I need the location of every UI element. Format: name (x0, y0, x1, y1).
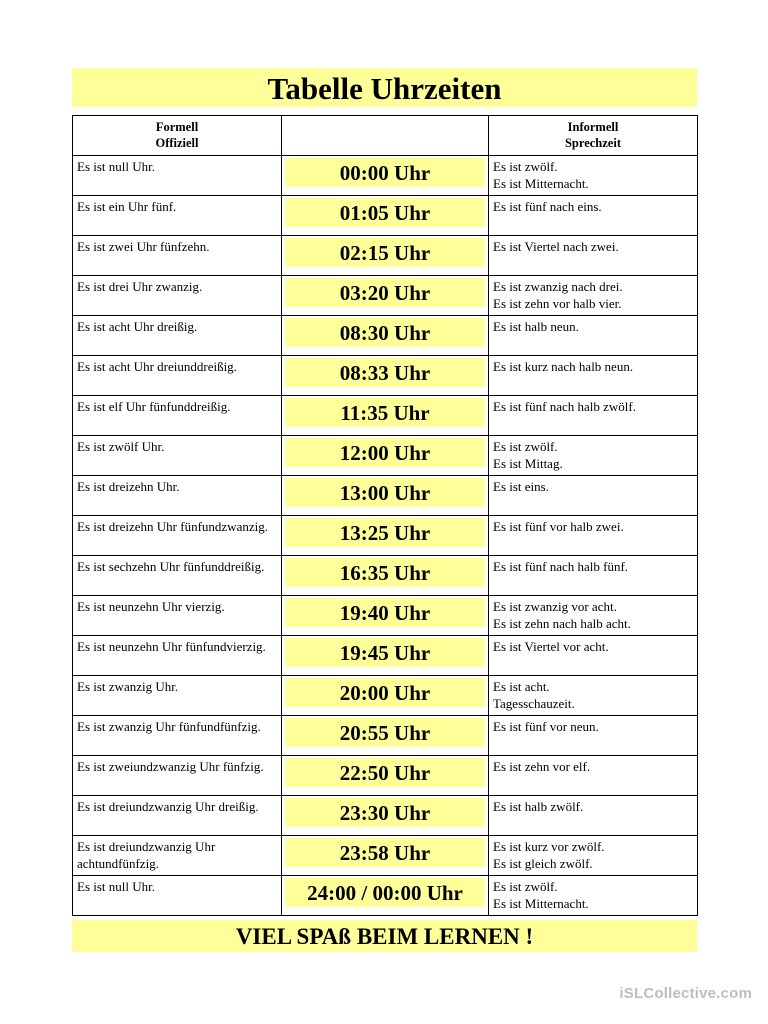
formal-cell (73, 236, 282, 276)
table-row (73, 156, 698, 196)
formal-text: Es ist drei Uhr zwanzig. (77, 279, 203, 294)
table-row (73, 676, 698, 716)
time-cell (282, 436, 489, 476)
informal-line: Es ist zehn vor halb vier. (493, 296, 622, 311)
time-value: 08:30 Uhr (285, 318, 485, 347)
formal-cell (73, 156, 282, 196)
informal-text (489, 596, 697, 632)
informal-text (489, 836, 697, 872)
informal-cell (489, 596, 698, 636)
informal-cell (489, 196, 698, 236)
time-cell (282, 756, 489, 796)
informal-line: Es ist zwanzig nach drei. (493, 279, 623, 294)
time-value: 13:25 Uhr (285, 518, 485, 547)
time-table (72, 115, 698, 916)
time-cell (282, 636, 489, 676)
informal-cell (489, 516, 698, 556)
time-cell (282, 196, 489, 236)
time-value: 02:15 Uhr (285, 238, 485, 267)
informal-text (489, 556, 697, 575)
informal-line: Es ist zwölf. (493, 879, 558, 894)
formal-text: Es ist dreizehn Uhr. (77, 479, 180, 494)
formal-cell (73, 276, 282, 316)
header-time (282, 116, 489, 156)
informal-cell (489, 156, 698, 196)
informal-line: Es ist fünf nach halb zwölf. (493, 399, 636, 414)
formal-cell (73, 636, 282, 676)
footer-banner: VIEL SPAß BEIM LERNEN ! (72, 920, 697, 952)
header-formal (73, 116, 282, 156)
informal-text (489, 196, 697, 215)
informal-cell (489, 396, 698, 436)
informal-cell (489, 236, 698, 276)
time-cell (282, 516, 489, 556)
informal-text (489, 756, 697, 775)
time-value: 03:20 Uhr (285, 278, 485, 307)
formal-cell (73, 716, 282, 756)
time-value: 13:00 Uhr (285, 478, 485, 507)
informal-line: Es ist Mittag. (493, 456, 563, 471)
table-row (73, 436, 698, 476)
time-cell (282, 796, 489, 836)
time-cell (282, 236, 489, 276)
informal-line: Es ist halb neun. (493, 319, 579, 334)
formal-text: Es ist null Uhr. (77, 159, 156, 174)
time-cell (282, 676, 489, 716)
time-value: 12:00 Uhr (285, 438, 485, 467)
time-value: 00:00 Uhr (285, 158, 485, 187)
informal-line: Es ist gleich zwölf. (493, 856, 593, 871)
informal-line: Es ist zehn nach halb acht. (493, 616, 631, 631)
informal-line: Es ist acht. (493, 679, 550, 694)
time-value: 23:30 Uhr (285, 798, 485, 827)
informal-text (489, 276, 697, 312)
informal-line: Es ist eins. (493, 479, 549, 494)
informal-line: Es ist zwanzig vor acht. (493, 599, 617, 614)
header-formal-line1: Formell (155, 120, 199, 134)
page-title: Tabelle Uhrzeiten (72, 68, 697, 107)
formal-cell (73, 556, 282, 596)
formal-text: Es ist zweiundzwanzig Uhr fünfzig. (77, 759, 264, 774)
informal-text (489, 796, 697, 815)
time-value: 08:33 Uhr (285, 358, 485, 387)
formal-text: Es ist dreizehn Uhr fünfundzwanzig. (77, 519, 268, 534)
time-cell (282, 876, 489, 916)
time-cell (282, 156, 489, 196)
formal-cell (73, 676, 282, 716)
informal-cell (489, 756, 698, 796)
informal-text (489, 436, 697, 472)
formal-cell (73, 316, 282, 356)
informal-line: Es ist kurz vor zwölf. (493, 839, 605, 854)
informal-line: Es ist fünf vor halb zwei. (493, 519, 624, 534)
informal-line: Es ist zwölf. (493, 159, 558, 174)
time-cell (282, 396, 489, 436)
formal-cell (73, 756, 282, 796)
table-row (73, 236, 698, 276)
informal-text (489, 716, 697, 735)
table-row (73, 876, 698, 916)
formal-text: Es ist ein Uhr fünf. (77, 199, 177, 214)
formal-cell (73, 596, 282, 636)
formal-text: Es ist zwei Uhr fünfzehn. (77, 239, 210, 254)
time-cell (282, 596, 489, 636)
formal-cell (73, 516, 282, 556)
informal-cell (489, 276, 698, 316)
time-value: 16:35 Uhr (285, 558, 485, 587)
formal-cell (73, 436, 282, 476)
formal-text: Es ist acht Uhr dreiunddreißig. (77, 359, 237, 374)
table-row (73, 276, 698, 316)
table-row (73, 556, 698, 596)
formal-cell (73, 396, 282, 436)
formal-text: Es ist zwanzig Uhr. (77, 679, 179, 694)
informal-text (489, 516, 697, 535)
formal-text: Es ist elf Uhr fünfunddreißig. (77, 399, 231, 414)
informal-line: Tagesschauzeit. (493, 696, 575, 711)
table-row (73, 836, 698, 876)
informal-line: Es ist Mitternacht. (493, 896, 589, 911)
time-value: 20:55 Uhr (285, 718, 485, 747)
informal-cell (489, 876, 698, 916)
header-formal-line2: Offiziell (155, 136, 199, 150)
table-row (73, 596, 698, 636)
informal-text (489, 676, 697, 712)
informal-text (489, 636, 697, 655)
formal-text: Es ist null Uhr. (77, 879, 156, 894)
informal-line: Es ist Viertel vor acht. (493, 639, 609, 654)
informal-text (489, 316, 697, 335)
formal-cell (73, 876, 282, 916)
informal-line: Es ist fünf nach halb fünf. (493, 559, 629, 574)
header-informal-line1: Informell (567, 120, 619, 134)
time-cell (282, 556, 489, 596)
time-value: 22:50 Uhr (285, 758, 485, 787)
formal-text: Es ist sechzehn Uhr fünfunddreißig. (77, 559, 265, 574)
formal-text: Es ist acht Uhr dreißig. (77, 319, 198, 334)
informal-cell (489, 636, 698, 676)
informal-cell (489, 556, 698, 596)
informal-line: Es ist fünf vor neun. (493, 719, 599, 734)
formal-cell (73, 836, 282, 876)
time-value: 24:00 / 00:00 Uhr (285, 878, 485, 907)
header-informal-line2: Sprechzeit (564, 136, 621, 150)
table-row (73, 716, 698, 756)
table-row (73, 516, 698, 556)
informal-cell (489, 476, 698, 516)
table-row (73, 316, 698, 356)
formal-cell (73, 356, 282, 396)
time-cell (282, 276, 489, 316)
header-informal (489, 116, 698, 156)
informal-text (489, 236, 697, 255)
time-cell (282, 356, 489, 396)
informal-line: Es ist zwölf. (493, 439, 558, 454)
time-value: 01:05 Uhr (285, 198, 485, 227)
informal-line: Es ist Mitternacht. (493, 176, 589, 191)
table-header-row (73, 116, 698, 156)
informal-text (489, 356, 697, 375)
informal-cell (489, 716, 698, 756)
informal-line: Es ist halb zwölf. (493, 799, 584, 814)
informal-text (489, 156, 697, 192)
formal-text: Es ist dreiundzwanzig Uhr dreißig. (77, 799, 259, 814)
formal-cell (73, 796, 282, 836)
formal-cell (73, 476, 282, 516)
informal-cell (489, 796, 698, 836)
table-row (73, 196, 698, 236)
formal-cell (73, 196, 282, 236)
informal-cell (489, 436, 698, 476)
table-row (73, 756, 698, 796)
informal-cell (489, 356, 698, 396)
table-row (73, 396, 698, 436)
informal-text (489, 476, 697, 495)
informal-line: Es ist kurz nach halb neun. (493, 359, 634, 374)
time-value: 23:58 Uhr (285, 838, 485, 867)
informal-cell (489, 316, 698, 356)
formal-text: Es ist neunzehn Uhr vierzig. (77, 599, 225, 614)
time-cell (282, 836, 489, 876)
informal-cell (489, 676, 698, 716)
formal-text: Es ist zwölf Uhr. (77, 439, 165, 454)
time-value: 20:00 Uhr (285, 678, 485, 707)
table-row (73, 356, 698, 396)
table-row (73, 796, 698, 836)
watermark-logo: iSLCollective.com (619, 985, 752, 1002)
informal-line: Es ist Viertel nach zwei. (493, 239, 619, 254)
formal-text: Es ist neunzehn Uhr fünfundvierzig. (77, 639, 266, 654)
time-cell (282, 476, 489, 516)
formal-text: Es ist dreiundzwanzig Uhr achtundfünfzig. (77, 839, 216, 871)
time-value: 19:45 Uhr (285, 638, 485, 667)
table-row (73, 476, 698, 516)
table-row (73, 636, 698, 676)
informal-line: Es ist fünf nach eins. (493, 199, 602, 214)
informal-text (489, 876, 697, 912)
formal-text: Es ist zwanzig Uhr fünfundfünfzig. (77, 719, 261, 734)
time-cell (282, 316, 489, 356)
time-value: 11:35 Uhr (285, 398, 485, 427)
time-cell (282, 716, 489, 756)
informal-line: Es ist zehn vor elf. (493, 759, 591, 774)
informal-text (489, 396, 697, 415)
table-body (73, 156, 698, 916)
informal-cell (489, 836, 698, 876)
time-value: 19:40 Uhr (285, 598, 485, 627)
